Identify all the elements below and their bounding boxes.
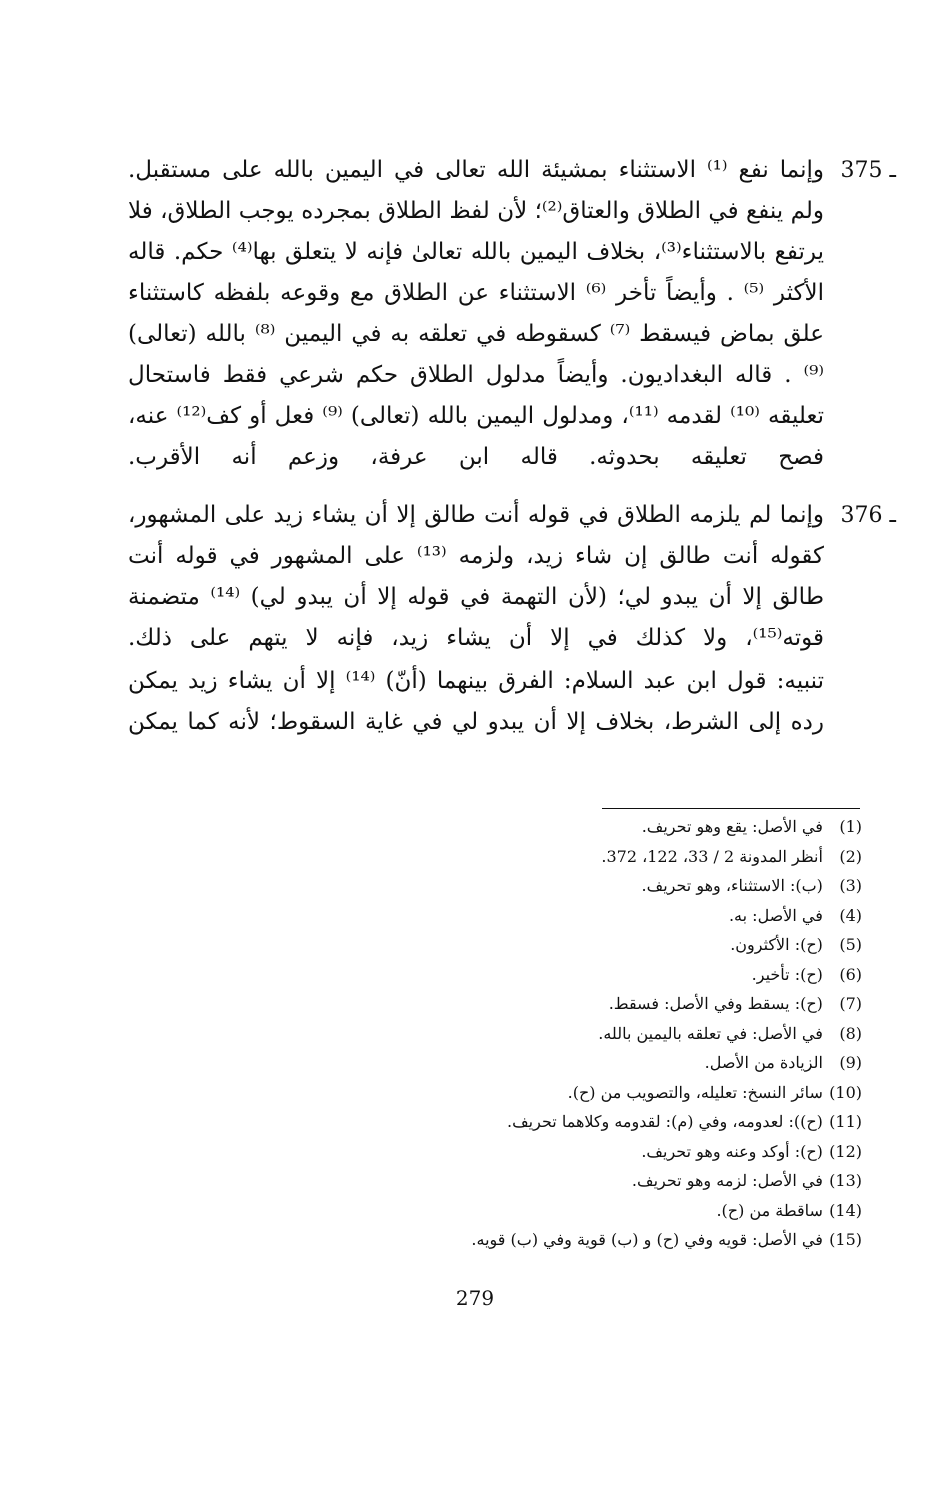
- footnote: (4) في الأصل: به.: [728, 905, 862, 925]
- footnote: (13) في الأصل: لزمه وهو تحريف.: [631, 1171, 862, 1190]
- paragraph-note: [128, 661, 848, 784]
- footnote: (5) (ح): الأكثرون.: [730, 935, 862, 954]
- footnote: (9) الزيادة من الأصل.: [704, 1053, 862, 1072]
- footnote: (14) ساقطة من (ح).: [716, 1200, 862, 1220]
- footnote: (2) أنظر المدونة 2 / 33، 122، 372.: [601, 846, 862, 866]
- footnotes-list: [362, 812, 862, 1255]
- page-number: 279: [455, 1286, 495, 1310]
- paragraph-text: وإنما لم يلزمه الطلاق في قوله أنت طالق إلا أن يشاء زيد على المشهور، كقوله أنت طالق إن شاء زيد، ولزمه ⁽¹³⁾ على المشهور في قوله أنت طالق إلا أن يبدو لي؛ (لأن التهمة في قوله إلا أن يبدو لي) ⁽¹⁴⁾ متضمنة قوته⁽¹⁵⁾، ولا كذلك في إلا أن يشاء زيد، فإنه لا يتهم على ذلك.: [128, 502, 824, 651]
- footnote-divider: [602, 808, 860, 809]
- paragraph-number: 376 ـ: [840, 503, 896, 528]
- footnote: (11) (ح)): لعدومه، وفي (م): لقدومه وكلاهما تحريف.: [507, 1112, 862, 1131]
- paragraph-text: تنبيه: قول ابن عبد السلام: الفرق بينهما (أنّ) ⁽¹⁴⁾ إلا أن يشاء زيد يمكن رده إلى الشرط، بخلاف إلا أن يبدو لي في غاية السقوط؛ لأنه كما يمكن: [128, 668, 824, 735]
- footnote: (3) (ب): الاستثناء، وهو تحريف.: [641, 876, 862, 895]
- footnote: (7) (ح): يسقط وفي الأصل: فسقط.: [608, 994, 862, 1013]
- paragraph-number: 375 ـ: [840, 158, 896, 183]
- paragraph-text: وإنما نفع ⁽¹⁾ الاستثناء بمشيئة الله تعالى في اليمين بالله على مستقبل. ولم ينفع في الطلاق والعتاق⁽²⁾؛ لأن لفظ الطلاق بمجرده يوجب الطلاق، فلا يرتفع بالاستثناء⁽³⁾، بخلاف اليمين بالله تعالىٰ فإنه لا يتعلق بها⁽⁴⁾ حكم. قاله الأكثر ⁽⁵⁾ . وأيضاً تأخر ⁽⁶⁾ الاستثناء عن الطلاق مع وقوعه بلفظه كاستثناء علق بماض فيسقط ⁽⁷⁾ كسقوطه في تعلقه به في اليمين ⁽⁸⁾ بالله (تعالى) ⁽⁹⁾ . قاله البغداديون. وأيضاً مدلول الطلاق حكم شرعي فقط فاستحال تعليقه ⁽¹⁰⁾ لقدمه ⁽¹¹⁾، ومدلول اليمين بالله (تعالى) ⁽⁹⁾ فعل أو كف⁽¹²⁾ عنه، فصح تعليقه بحدوثه. قاله ابن عرفة، وزعم أنه الأقرب.: [128, 157, 825, 470]
- footnote: (1) في الأصل: يقع وهو تحريف.: [641, 817, 862, 836]
- footnote: (8) في الأصل: في تعلقه باليمين بالله.: [598, 1023, 862, 1043]
- footnote: (15) في الأصل: قويه وفي (ح) و (ب) قوية وفي (ب) قويه.: [471, 1230, 862, 1249]
- footnote: (6) (ح): تأخير.: [751, 964, 862, 984]
- footnote: (12) (ح): أوكد وعنه وهو تحريف.: [641, 1141, 862, 1161]
- footnote: (10) سائر النسخ: تعليله، والتصويب من (ح).: [567, 1082, 862, 1102]
